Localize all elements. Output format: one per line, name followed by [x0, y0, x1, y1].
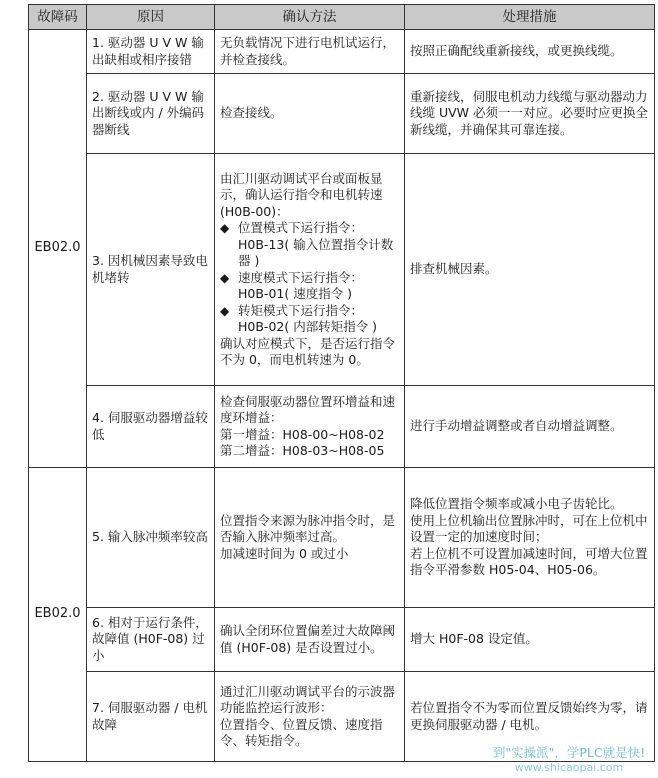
confirm-cell: [215, 608, 405, 672]
action-line: 按照正确配线重新接线，或更换线缆。: [410, 43, 623, 59]
fault-code-cell: EB02.0: [29, 468, 87, 762]
diamond-bullet-icon: ◆: [220, 303, 230, 318]
action-cell: [405, 154, 655, 386]
table-row: [29, 386, 655, 468]
confirm-cell: [215, 30, 405, 74]
action-line: 若上位机不可设置加减速时间，可增大位置指令平滑参数 H05-04、H05-06。: [410, 545, 648, 578]
action-line: 降低位置指令频率或减小电子齿轮比。: [410, 496, 623, 512]
bullet-detail: H0B-01( 速度指令 ): [238, 286, 353, 301]
table-row: [29, 74, 655, 154]
confirm-line: 位置指令、位置反馈、速度指令、转矩指令。: [220, 716, 383, 748]
bullet-title: 转矩模式下运行指令：: [238, 302, 364, 318]
action-cell: [405, 74, 655, 154]
table-row: [29, 30, 655, 74]
action-line: 进行手动增益调整或者自动增益调整。: [410, 418, 623, 434]
table-row: [29, 468, 655, 608]
confirm-cell: [215, 386, 405, 468]
table-row: [29, 608, 655, 672]
bullet-title: 位置模式下运行指令：: [238, 220, 364, 235]
confirm-bullet: [220, 220, 399, 237]
action-line: 若位置指令不为零而位置反馈始终为零，请更换伺服驱动器 / 电机。: [410, 700, 648, 732]
action-line: 使用上位机输出位置脉冲时，可在上位机中设置一定的加速度时间；: [410, 512, 648, 545]
diamond-bullet-icon: ◆: [220, 270, 230, 285]
confirm-intro: 由汇川驱动调试平台或面板显示，确认运行指令和电机转速 (H0B-00)：: [220, 170, 383, 219]
cause-cell: 5. 输入脉冲频率较高: [87, 468, 215, 608]
action-line: 增大 H0F-08 设定值。: [410, 631, 538, 647]
table-header-row: [29, 5, 655, 30]
confirm-line: 第一增益：H08-00~H08-02: [220, 426, 385, 442]
watermark: [484, 743, 654, 774]
confirm-bullet: [220, 303, 399, 320]
cause-cell: 3. 因机械因素导致电机堵转: [87, 154, 215, 386]
bullet-detail: H0B-13( 输入位置指令计数器 ): [238, 236, 394, 268]
cause-cell: 2. 驱动器 U V W 输出断线或内 / 外编码器断线: [87, 74, 215, 154]
fault-table: [28, 4, 655, 762]
confirm-line: 通过汇川驱动调试平台的示波器功能监控运行波形：: [220, 683, 396, 715]
action-cell: [405, 30, 655, 74]
cause-cell: 6. 相对于运行条件，故障值 (H0F-08) 过小: [87, 608, 215, 672]
watermark-text: 到"实操派"，学PLC就是快!: [492, 745, 646, 760]
confirm-cell: [215, 672, 405, 762]
confirm-line: 第二增益：H08-03~H08-05: [220, 443, 385, 458]
cause-cell: 1. 驱动器 U V W 输出缺相或相序接错: [87, 30, 215, 74]
action-cell: [405, 468, 655, 608]
diamond-bullet-icon: ◆: [220, 221, 230, 235]
confirm-line: 位置指令来源为脉冲指令时，是否输入脉冲频率过高。: [220, 512, 396, 545]
confirm-outro: 确认对应模式下，是否运行指令不为 0，而电机转速为 0。: [220, 335, 396, 367]
watermark-url: www.shicaopai.com: [514, 761, 624, 774]
cause-cell: 4. 伺服驱动器增益较低: [87, 386, 215, 468]
fault-code-cell: EB02.0: [29, 30, 87, 468]
action-line: 排查机械因素。: [410, 261, 498, 277]
header-action: 处理措施: [405, 5, 655, 30]
cause-cell: 7. 伺服驱动器 / 电机故障: [87, 672, 215, 762]
table-row: [29, 154, 655, 386]
confirm-cell: [215, 74, 405, 154]
confirm-bullet: [220, 270, 399, 287]
confirm-line: 确认全闭环位置偏差过大故障阈值 (H0F-08) 是否设置过小。: [220, 623, 396, 655]
bullet-title: 速度模式下运行指令：: [238, 269, 364, 285]
header-cause: 原因: [87, 5, 215, 30]
confirm-cell: [215, 468, 405, 608]
header-confirm-method: 确认方法: [215, 5, 405, 30]
action-cell: [405, 608, 655, 672]
bullet-detail: H0B-02( 内部转矩指令 ): [238, 319, 378, 334]
action-cell: [405, 386, 655, 468]
action-line: 重新接线，伺服电机动力线缆与驱动器动力线缆 UVW 必须一一对应。必要时应更换全新线缆，并确保其可靠连接。: [410, 88, 649, 137]
confirm-line: 检查接线。: [220, 105, 283, 121]
confirm-cell: [215, 154, 405, 386]
header-fault-code: 故障码: [29, 5, 87, 30]
confirm-line: 加减速时间为 0 或过小: [220, 545, 349, 561]
confirm-line: 无负载情况下进行电机试运行，并检查接线。: [220, 35, 396, 67]
confirm-line: 检查伺服驱动器位置环增益和速度环增益：: [220, 393, 396, 425]
